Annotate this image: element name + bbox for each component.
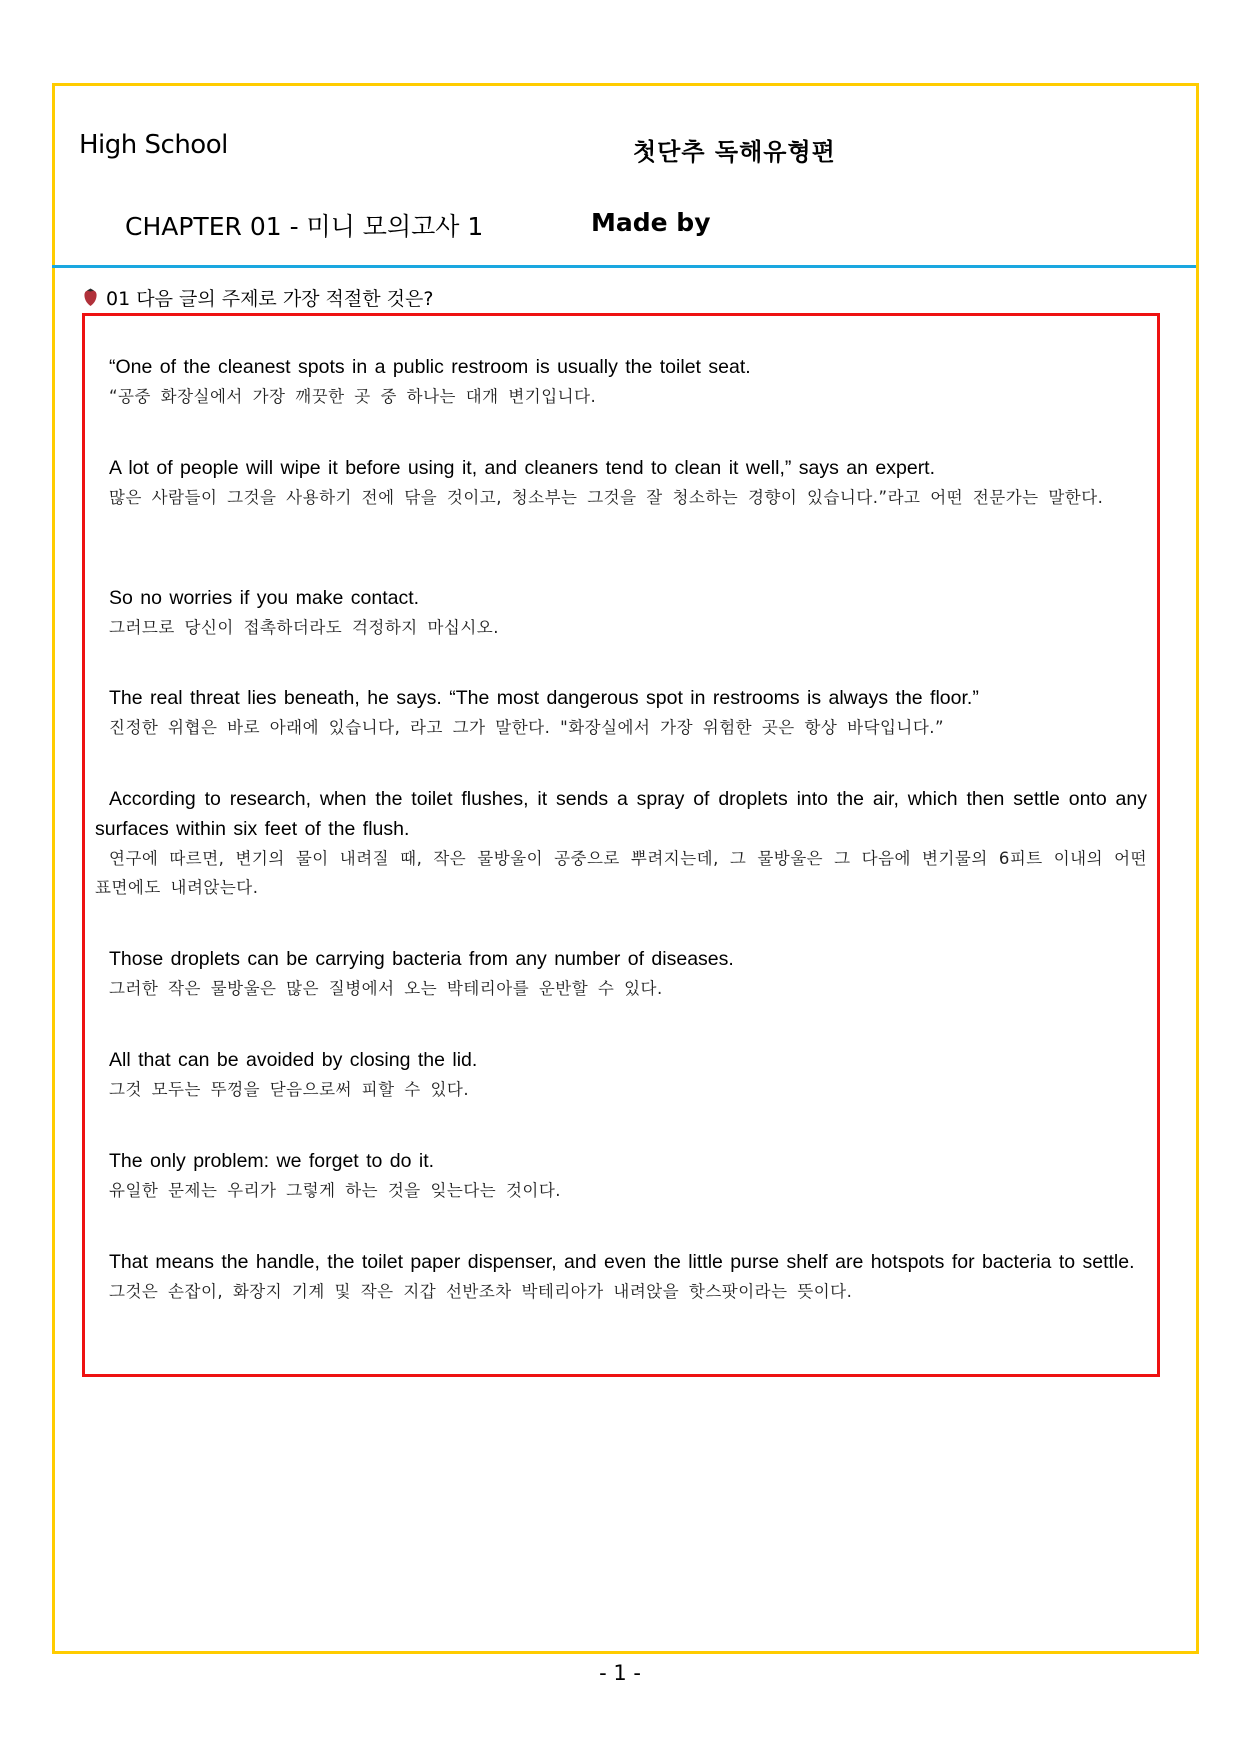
- english-sentence: Those droplets can be carrying bacteria from any number of diseases.: [109, 948, 734, 970]
- header-series-title: 첫단추 독해유형편: [633, 138, 836, 166]
- korean-translation: 그것은 손잡이, 화장지 기계 및 작은 지갑 선반조차 박테리아가 내려앉을 핫스팟이라는 뜻이다.: [109, 1282, 853, 1301]
- page-number: - 1 -: [599, 1661, 641, 1685]
- header-made-by: Made by: [591, 208, 711, 237]
- passage-paragraph-2: [95, 453, 1147, 512]
- passage-paragraph-9: [95, 1247, 1147, 1306]
- english-sentence: That means the handle, the toilet paper dispenser, and even the little purse shelf are hotspots for bacteria to settle.: [109, 1251, 1135, 1273]
- korean-translation: 진정한 위협은 바로 아래에 있습니다, 라고 그가 말한다. "화장실에서 가장 위험한 곳은 항상 바닥입니다.”: [109, 718, 945, 737]
- strawberry-bullet-icon: [83, 288, 98, 307]
- korean-translation: 유일한 문제는 우리가 그렇게 하는 것을 잊는다는 것이다.: [109, 1181, 562, 1200]
- english-sentence: A lot of people will wipe it before using it, and cleaners tend to clean it well,” says an expert.: [109, 457, 936, 479]
- passage-paragraph-1: [95, 352, 1147, 411]
- korean-translation: 그러한 작은 물방울은 많은 질병에서 오는 박테리아를 운반할 수 있다.: [109, 979, 663, 998]
- korean-translation: 연구에 따르면, 변기의 물이 내려질 때, 작은 물방울이 공중으로 뿌려지는데, 그 물방울은 그 다음에 변기물의 6피트 이내의 어떤 표면에도 내려앉는다.: [95, 849, 1147, 897]
- question-text: 01 다음 글의 주제로 가장 적절한 것은?: [106, 288, 434, 310]
- question-heading: [83, 284, 433, 311]
- korean-translation: 많은 사람들이 그것을 사용하기 전에 닦을 것이고, 청소부는 그것을 잘 청소하는 경향이 있습니다.”라고 어떤 전문가는 말한다.: [109, 488, 1104, 507]
- korean-translation: “공중 화장실에서 가장 깨끗한 곳 중 하나는 대개 변기입니다.: [109, 387, 597, 406]
- passage-box: [82, 313, 1160, 1377]
- passage-paragraph-5: [95, 784, 1147, 902]
- english-sentence: The only problem: we forget to do it.: [109, 1150, 435, 1172]
- english-sentence: According to research, when the toilet flushes, it sends a spray of droplets into the air, which then settle onto any surfaces within six feet of the flush.: [95, 788, 1147, 840]
- header-divider: [52, 265, 1196, 268]
- passage-paragraph-3: [95, 583, 1147, 642]
- passage-paragraph-7: [95, 1045, 1147, 1104]
- english-sentence: All that can be avoided by closing the lid.: [109, 1049, 478, 1071]
- korean-translation: 그러므로 당신이 접촉하더라도 걱정하지 마십시오.: [109, 618, 499, 637]
- passage-paragraph-4: [95, 683, 1147, 742]
- english-sentence: “One of the cleanest spots in a public restroom is usually the toilet seat.: [109, 356, 751, 378]
- english-sentence: So no worries if you make contact.: [109, 587, 420, 609]
- passage-paragraph-8: [95, 1146, 1147, 1205]
- english-sentence: The real threat lies beneath, he says. “The most dangerous spot in restrooms is always the floor.”: [109, 687, 979, 709]
- header-chapter: CHAPTER 01 - 미니 모의고사 1: [125, 212, 484, 241]
- header-school: High School: [79, 130, 228, 160]
- korean-translation: 그것 모두는 뚜껑을 닫음으로써 피할 수 있다.: [109, 1080, 470, 1099]
- passage-paragraph-6: [95, 944, 1147, 1003]
